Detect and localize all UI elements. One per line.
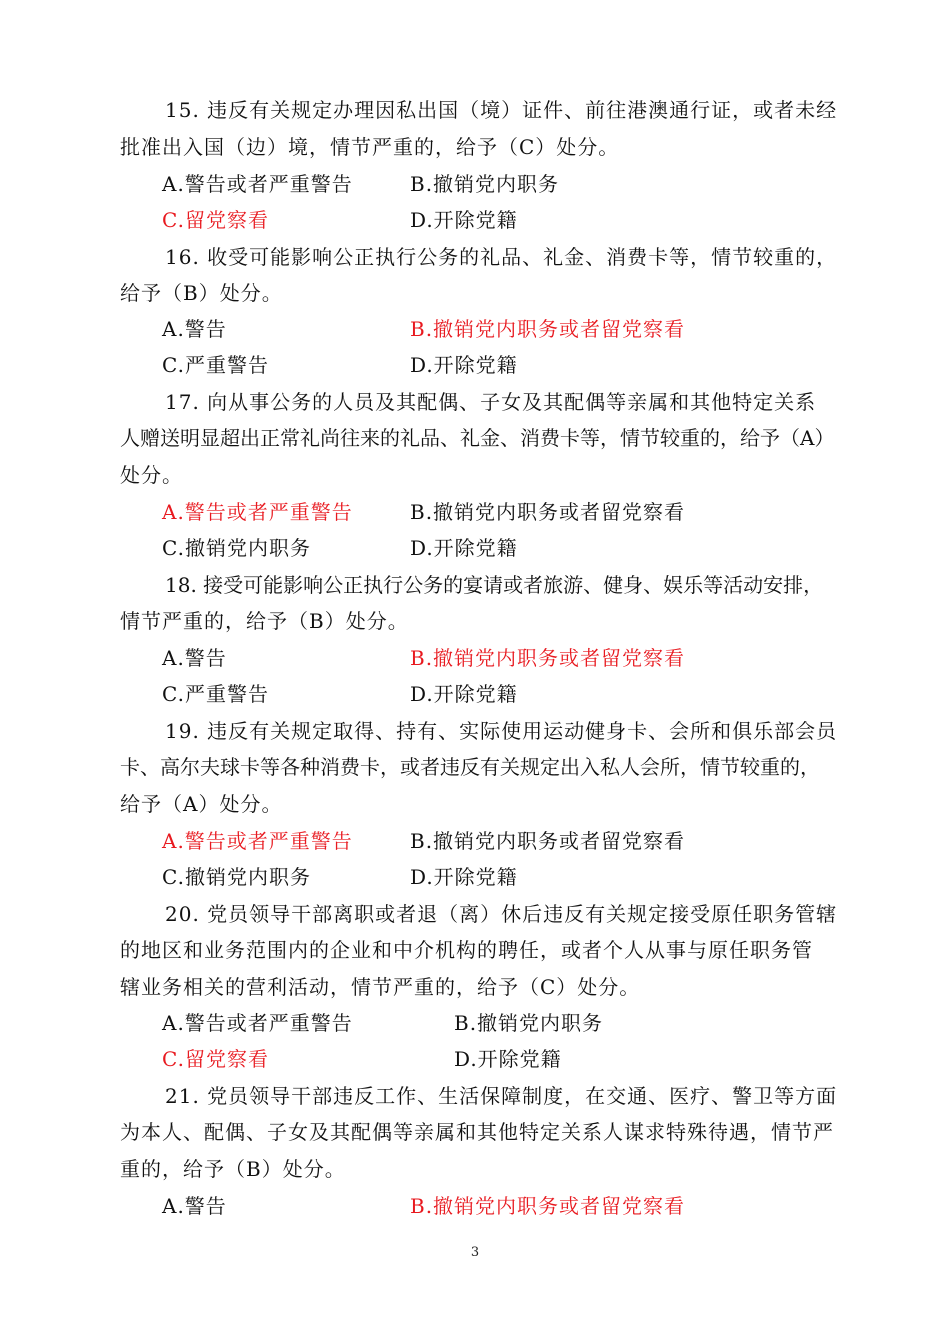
question-18-option-c: C.严重警告 [162,682,269,706]
question-21-line-1: 21. 党员领导干部违反工作、生活保障制度，在交通、医疗、警卫等方面 [165,1084,838,1108]
question-17-option-a-answer: A.警告或者严重警告 [162,500,353,524]
question-18-option-b-answer: B.撤销党内职务或者留党察看 [410,646,686,670]
question-20-line-2: 的地区和业务范围内的企业和中介机构的聘任，或者个人从事与原任职务管 [120,938,813,962]
question-20-option-c-answer: C.留党察看 [162,1047,269,1071]
question-15-option-a: A.警告或者严重警告 [162,172,353,196]
question-20-option-a: A.警告或者严重警告 [162,1011,353,1035]
question-15-line-1: 15. 违反有关规定办理因私出国（境）证件、前往港澳通行证，或者未经 [165,98,838,122]
question-17-option-c: C.撤销党内职务 [162,536,311,560]
question-19-line-2: 卡、高尔夫球卡等各种消费卡，或者违反有关规定出入私人会所，情节较重的， [120,755,820,779]
question-16-option-c: C.严重警告 [162,353,269,377]
question-19-option-d: D.开除党籍 [410,865,518,889]
question-15-option-c-answer: C.留党察看 [162,208,269,232]
question-16-line-1: 16. 收受可能影响公正执行公务的礼品、礼金、消费卡等，情节较重的， [165,245,838,269]
question-19-option-c: C.撤销党内职务 [162,865,311,889]
question-17-option-d: D.开除党籍 [410,536,518,560]
question-15-option-b: B.撤销党内职务 [410,172,560,196]
question-20-line-1: 20. 党员领导干部离职或者退（离）休后违反有关规定接受原任职务管辖 [165,902,838,926]
question-20-line-3: 辖业务相关的营利活动，情节严重的，给予（C）处分。 [120,975,641,999]
question-16-option-d: D.开除党籍 [410,353,518,377]
question-16-option-b-answer: B.撤销党内职务或者留党察看 [410,317,686,341]
question-19-line-3: 给予（A）处分。 [120,792,283,816]
question-18-line-2: 情节严重的，给予（B）处分。 [120,609,409,633]
question-20-option-b: B.撤销党内职务 [454,1011,604,1035]
question-18-option-a: A.警告 [162,646,227,670]
question-21-line-2: 为本人、配偶、子女及其配偶等亲属和其他特定关系人谋求特殊待遇，情节严 [120,1120,834,1144]
question-19-line-1: 19. 违反有关规定取得、持有、实际使用运动健身卡、会所和俱乐部会员 [165,719,838,743]
question-18-line-1: 18. 接受可能影响公正执行公务的宴请或者旅游、健身、娱乐等活动安排， [165,573,824,597]
question-17-option-b: B.撤销党内职务或者留党察看 [410,500,686,524]
question-17-line-1: 17. 向从事公务的人员及其配偶、子女及其配偶等亲属和其他特定关系 [165,390,817,414]
question-21-line-3: 重的，给予（B）处分。 [120,1157,346,1181]
page-number: 3 [470,1245,480,1260]
question-16-option-a: A.警告 [162,317,227,341]
question-16-line-2: 给予（B）处分。 [120,281,283,305]
question-17-line-3: 处分。 [120,463,183,487]
question-19-option-a-answer: A.警告或者严重警告 [162,829,353,853]
question-20-option-d: D.开除党籍 [454,1047,562,1071]
question-15-option-d: D.开除党籍 [410,208,518,232]
question-18-option-d: D.开除党籍 [410,682,518,706]
question-17-line-2: 人赠送明显超出正常礼尚往来的礼品、礼金、消费卡等，情节较重的，给予（A） [120,426,835,450]
question-15-line-2: 批准出入国（边）境，情节严重的，给予（C）处分。 [120,135,620,159]
question-21-option-b-answer: B.撤销党内职务或者留党察看 [410,1194,686,1218]
question-21-option-a: A.警告 [162,1194,227,1218]
question-19-option-b: B.撤销党内职务或者留党察看 [410,829,686,853]
